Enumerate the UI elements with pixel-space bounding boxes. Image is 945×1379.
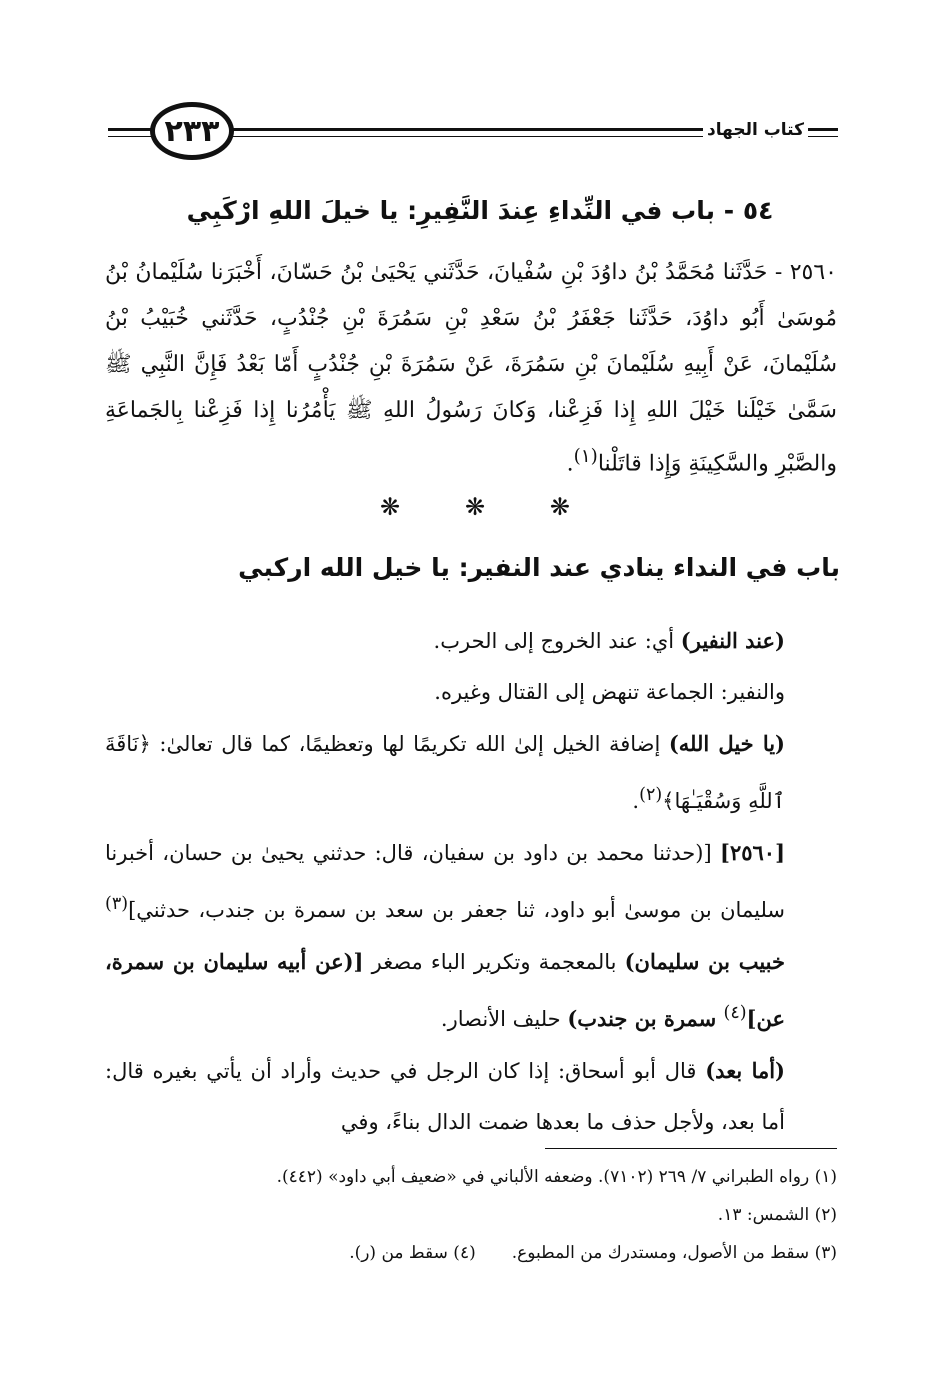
footnote-2: (٢) الشمس: ١٣. (717, 1205, 837, 1225)
footnote-ref-2: (٢) (639, 785, 663, 805)
paragraph-text: أي: عند الخروج إلى الحرب. (433, 629, 681, 653)
paragraph-text: بالمعجمة وتكرير الباء مصغر (363, 950, 625, 974)
term: خبيب بن سليمان) (624, 949, 785, 974)
term: (أما بعد) (705, 1058, 785, 1083)
commentary-paragraph (105, 718, 837, 827)
term: [(عن أبيه سليمان بن سمرة، عن] (105, 949, 785, 1031)
page-header (108, 100, 838, 170)
section-separator (380, 493, 570, 521)
separator-star: ❋ (549, 493, 570, 521)
hadith-number: [٢٥٦٠] (720, 840, 785, 865)
paragraph-text: والنفير: الجماعة تنهض إلى القتال وغيره. (434, 680, 785, 704)
hadith-end: . (566, 451, 574, 477)
chapter-title: ٥٤ - باب في النِّداءِ عِندَ النَّفِيرِ: يا خيلَ اللهِ ارْكَبِي (186, 196, 774, 225)
footnote-ref-4: (٤) (723, 1003, 747, 1023)
footnotes (105, 1158, 837, 1272)
footnote-ref-3: (٣) (105, 894, 129, 914)
paragraph-text: قال أبو أسحاق: إذا كان الرجل في حديث وأراد أن يأتي بغيره قال: أما بعد، ولأجل حذف ما بعدها ضمت الدال بناءً، وفي (105, 1059, 785, 1134)
hadith-body: ٢٥٦٠ - حَدَّثَنا مُحَمَّدُ بْنُ داوُدَ بْنِ سُفْيانَ، حَدَّثَني يَحْيَىٰ بْنُ حَسّانَ، أَخْبَرَنا سُلَيْمانُ بْنُ مُوسَىٰ أَبُو داوُدَ، حَدَّثَنا جَعْفَرُ بْنُ سَعْدِ بْنِ سَمُرَةَ بْنِ جُنْدُبٍ، حَدَّثَني خُبَيْبُ بْنُ سُلَيْمانَ، عَنْ أَبِيهِ سُلَيْمانَ بْنِ سَمُرَةَ، عَنْ سَمُرَةَ بْنِ جُنْدُبٍ أَمّا بَعْدُ فَإِنَّ النَّبِي ﷺ سَمَّىٰ خَيْلَنا خَيْلَ اللهِ إِذا فَزِعْنا، وَكانَ رَسُولُ اللهِ ﷺ يَأْمُرُنا إِذا فَزِعْنا بِالجَماعَةِ والصَّبْرِ والسَّكِينَةِ وَإِذا قاتَلْنا (105, 260, 837, 477)
footnote-gap (476, 1234, 512, 1272)
separator-star: ❋ (464, 493, 486, 521)
footnote-3: (٣) سقط من الأصول، ومستدرك من المطبوع. (511, 1243, 837, 1263)
term: (عند النفير) (680, 628, 785, 653)
commentary-body (105, 615, 837, 1148)
commentary-paragraph (105, 667, 837, 718)
footnote-4: (٤) سقط من (ر). (349, 1243, 476, 1263)
commentary-paragraph (105, 827, 837, 1045)
running-title: كتاب الجهاد (703, 120, 808, 140)
hadith-text (105, 250, 837, 487)
footnote-1: (١) رواه الطبراني ٧/ ٢٦٩ (٧١٠٢). وضعفه الألباني في «ضعيف أبي داود» (٤٤٢). (276, 1167, 837, 1187)
footnote-row (105, 1234, 837, 1272)
commentary-paragraph (105, 615, 837, 667)
commentary-title: باب في النداء ينادي عند النفير: يا خيل الله اركبي (238, 553, 840, 582)
paragraph-text: حليف الأنصار. (440, 1007, 568, 1031)
commentary-paragraph (105, 1045, 837, 1148)
footnote-ref-1: (١) (573, 446, 598, 467)
term: سمرة بن جندب) (567, 1006, 724, 1031)
page-number: ٢٣٣ (150, 102, 234, 160)
footnote-divider (545, 1148, 837, 1149)
paragraph-text: إضافة الخيل إلىٰ الله تكريمًا لها وتعظيمًا، كما قال تعالىٰ: ﴿نَاقَةَ ٱللَّهِ وَسُقْيَـٰهَا﴾ (105, 732, 785, 813)
separator-star: ❋ (380, 493, 401, 521)
paragraph-text: [(حدثنا محمد بن داود بن سفيان، قال: حدثني يحيىٰ بن حسان، أخبرنا سليمان بن موسىٰ أبو داود، ثنا جعفر بن سعد بن سمرة بن جندب، حدثني] (105, 841, 785, 922)
paragraph-end: . (632, 789, 640, 813)
term: (يا خيل الله) (668, 731, 785, 756)
